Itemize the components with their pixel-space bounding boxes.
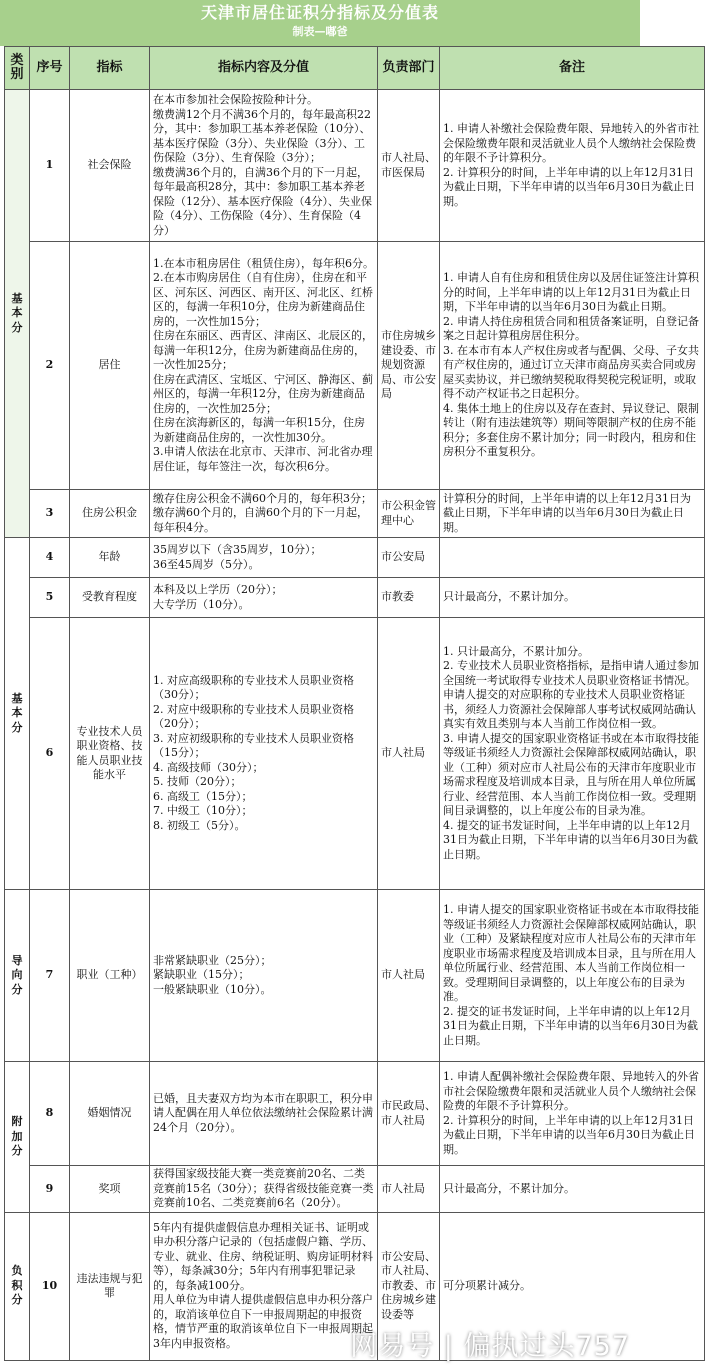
row-dept: 市公积金管理中心 <box>378 490 440 538</box>
row-indicator: 受教育程度 <box>70 578 150 618</box>
watermark: 网易号 | 偏执过头757 <box>350 1331 630 1362</box>
row-content: 35周岁以下（含35周岁，10分）； 36至45周岁（5分）。 <box>150 538 378 578</box>
row-indicator: 居住 <box>70 242 150 490</box>
row-content: 1. 对应高级职称的专业技术人员职业资格（30分）； 2. 对应中级职称的专业技术人员职业资格（20分）； 3. 对应初级职称的专业技术人员职业资格（15分）； 4. 高级技师（30分）； 5. 技师（20分）； 6. 高级工（15分）； 7. 中级工（10分）； 8. 初级工（5分）。 <box>150 618 378 890</box>
row-seq: 3 <box>30 490 70 538</box>
row-seq: 4 <box>30 538 70 578</box>
row-content: 本科及以上学历（20分）； 大专学历（10分）。 <box>150 578 378 618</box>
row-indicator: 职业（工种） <box>70 890 150 1062</box>
title-banner <box>0 0 640 46</box>
category-guide: 导向分 <box>5 890 30 1062</box>
row-seq: 5 <box>30 578 70 618</box>
header-content: 指标内容及分值 <box>150 47 378 90</box>
row-content: 已婚，且夫妻双方均为本市在职职工，积分申请人配偶在用人单位依法缴纳社会保险累计满24个月（20分）。 <box>150 1062 378 1166</box>
page-subtitle: 制表—嘟爸 <box>292 25 348 38</box>
row-content: 非常紧缺职业（25分）； 紧缺职业（15分）； 一般紧缺职业（10分）。 <box>150 890 378 1062</box>
row-indicator: 社会保险 <box>70 90 150 242</box>
row-note: 可分项累计减分。 <box>440 1212 705 1360</box>
header-note: 备注 <box>440 47 705 90</box>
table-row <box>5 242 705 490</box>
row-dept: 市民政局、市人社局 <box>378 1062 440 1166</box>
table-row <box>5 490 705 538</box>
row-dept: 市人社局、市医保局 <box>378 90 440 242</box>
row-dept: 市教委 <box>378 578 440 618</box>
row-seq: 10 <box>30 1212 70 1360</box>
table-row <box>5 90 705 242</box>
category-basic-b: 基本分 <box>5 538 30 890</box>
category-negative: 负积分 <box>5 1212 30 1360</box>
row-dept: 市人社局 <box>378 1166 440 1213</box>
table-row <box>5 1062 705 1166</box>
row-seq: 1 <box>30 90 70 242</box>
row-dept: 市人社局 <box>378 618 440 890</box>
row-indicator: 违法违规与犯罪 <box>70 1212 150 1360</box>
header-row <box>5 47 705 90</box>
row-note: 计算积分的时间，上半年申请的以上年12月31日为截止日期，下半年申请的以当年6月30日为截止日期。 <box>440 490 705 538</box>
row-note <box>440 538 705 578</box>
row-indicator: 年龄 <box>70 538 150 578</box>
row-note: 只计最高分，不累计加分。 <box>440 578 705 618</box>
table-row <box>5 578 705 618</box>
row-content: 缴存住房公积金不满60个月的，每年积3分；缴存满60个月的，自满60个月的下一月起，每年积4分。 <box>150 490 378 538</box>
row-seq: 2 <box>30 242 70 490</box>
points-table <box>4 46 705 1361</box>
row-indicator: 专业技术人员职业资格、技能人员职业技能水平 <box>70 618 150 890</box>
row-content: 在本市参加社会保险按险种计分。 缴费满12个月不满36个月的，每年最高积22分，其中：参加职工基本养老保险（10分）、基本医疗保险（3分）、失业保险（3分）、工伤保险（3分）、生育保险（3分）； 缴费满36个月的，自满36个月的下一月起，每年最高积28分，其中：参加职工基本养老保险（12分）、基本医疗保险（4分）、失业保险（4分）、工伤保险（4分）、生育保险（4分） <box>150 90 378 242</box>
row-content: 获得国家级技能大赛一类竞赛前20名、二类竞赛前15名（30分）；获得省级技能竞赛一类竞赛前10名、二类竞赛前6名（20分）。 <box>150 1166 378 1213</box>
table-row <box>5 890 705 1062</box>
row-content: 1.在本市租房居住（租赁住房），每年积6分。 2.在本市购房居住（自有住房），住房在和平区、河东区、河西区、南开区、河北区、红桥区的，每满一年积10分，住房为新建商品住房的，一次性加15分； 住房在东丽区、西青区、津南区、北辰区的，每满一年积12分，住房为新建商品住房的，一次性加25分； 住房在武清区、宝坻区、宁河区、静海区、蓟州区的，每满一年积12分，住房为新建商品住房的，一次性加25分； 住房在滨海新区的，每满一年积15分，住房为新建商品住房的，一次性加30分。 3.申请人依法在北京市、天津市、河北省办理居住证，每年签注一次，每次积6分。 <box>150 242 378 490</box>
row-note: 1. 申请人提交的国家职业资格证书或在本市取得技能等级证书须经人力资源社会保障部权威网站确认，职业（工种）及紧缺程度对应市人社局公布的天津市年度职业市场需求程度及培训成本目录，且与所在用人单位所属行业、经营范围、本人当前工作岗位相一致。受理期间目录调整的，以上年度公布的目录为准。 2. 提交的证书发证时间，上半年申请的以上年12月31日为截止日期，下半年申请的以当年6月30日为截止日期。 <box>440 890 705 1062</box>
row-note: 1. 申请人自有住房和租赁住房以及居住证签注计算积分的时间，上半年申请的以上年12月31日为截止日期，下半年申请的以当年6月30日为截止日期。 2. 申请人持住房租赁合同和租赁备案证明，自登记备案之日起计算租房居住积分。 3. 在本市有本人产权住房或者与配偶、父母、子女共有产权住房的，通过订立天津市商品房买卖合同或房屋买卖协议，并已缴纳契税取得契税完税证明，或取得不动产权证书之日起积分。 4. 集体土地上的住房以及存在查封、异议登记、限制转让（附有违法建筑等）期间等限制产权的住房不能积分；多套住房不累计加分；同一时段内，租房和住房积分不重复积分。 <box>440 242 705 490</box>
row-indicator: 婚姻情况 <box>70 1062 150 1166</box>
header-indicator: 指标 <box>70 47 150 90</box>
row-indicator: 住房公积金 <box>70 490 150 538</box>
header-seq: 序号 <box>30 47 70 90</box>
row-dept: 市公安局、市人社局、市教委、市住房城乡建设委等 <box>378 1212 440 1360</box>
row-seq: 6 <box>30 618 70 890</box>
page-title: 天津市居住证积分指标及分值表 <box>200 3 439 22</box>
row-note: 1. 申请人补缴社会保险费年限、异地转入的外省市社会保险缴费年限和灵活就业人员个人缴纳社会保险费的年限不予计算积分。 2. 计算积分的时间，上半年申请的以上年12月31日为截止日期，下半年申请的以当年6月30日为截止日期。 <box>440 90 705 242</box>
row-seq: 7 <box>30 890 70 1062</box>
row-dept: 市公安局 <box>378 538 440 578</box>
row-seq: 8 <box>30 1062 70 1166</box>
row-note: 1. 只计最高分，不累计加分。 2. 专业技术人员职业资格指标，是指申请人通过参加全国统一考试取得专业技术人员职业资格证书情况。申请人提交的对应职称的专业技术人员职业资格证书，须经人力资源社会保障部人事考试权威网站确认真实有效且类别与本人当前工作岗位相一致。 3. 申请人提交的国家职业资格证书或在本市取得技能等级证书须经人力资源社会保障部权威网站确认，职业（工种）须对应市人社局公布的天津市年度职业市场需求程度及培训成本目录，且与所在用人单位所属行业、经营范围、本人当前工作岗位相一致。受理期间目录调整的，以上年度公布的目录为准。 4. 提交的证书发证时间，上半年申请的以上年12月31日为截止日期，下半年申请的以当年6月30日为截止日期。 <box>440 618 705 890</box>
row-content: 5年内有提供虚假信息办理相关证书、证明或申办积分落户记录的（包括虚假户籍、学历、专业、就业、住房、纳税证明、购房证明材料等），每条减30分；5年内有刑事犯罪记录的，每条减100分。 用人单位为申请人提供虚假信息申办积分落户的，取消该单位自下一申报周期起的申报资格，情节严重的取消该单位自下一申报周期起3年内申报资格。 <box>150 1212 378 1360</box>
header-dept: 负责部门 <box>378 47 440 90</box>
table-row <box>5 538 705 578</box>
row-dept: 市人社局 <box>378 890 440 1062</box>
category-extra: 附加分 <box>5 1062 30 1213</box>
table-row <box>5 618 705 890</box>
row-note: 只计最高分，不累计加分。 <box>440 1166 705 1213</box>
row-note: 1. 申请人配偶补缴社会保险费年限、异地转入的外省市社会保险缴费年限和灵活就业人员个人缴纳社会保险费的年限不予计算积分。 2. 计算积分的时间，上半年申请的以上年12月31日为截止日期，下半年申请的以当年6月30日为截止日期。 <box>440 1062 705 1166</box>
row-dept: 市住房城乡建设委、市规划资源局、市公安局 <box>378 242 440 490</box>
header-category: 类别 <box>5 47 30 90</box>
row-seq: 9 <box>30 1166 70 1213</box>
table-row <box>5 1166 705 1213</box>
row-indicator: 奖项 <box>70 1166 150 1213</box>
category-basic-a: 基本分 <box>5 90 30 538</box>
